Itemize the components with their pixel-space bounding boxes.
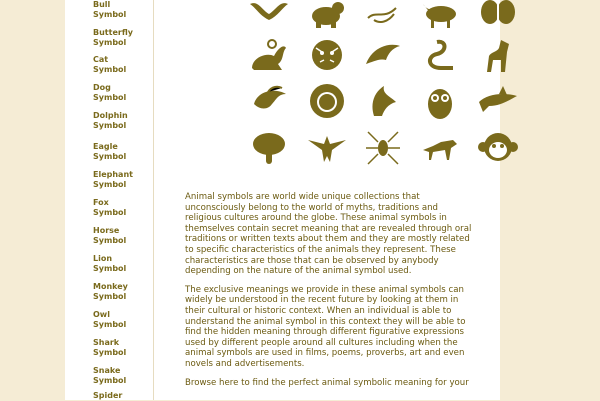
sidebar-item-sublabel: Symbol: [93, 93, 127, 102]
sidebar-item-cat[interactable]: [93, 55, 149, 75]
sidebar-item-label: Owl: [93, 310, 110, 319]
sidebar-item-sublabel: Symbol: [93, 292, 127, 301]
sidebar-item-label: Butterfly: [93, 28, 133, 37]
eagle-icon[interactable]: [306, 126, 348, 168]
shark-icon[interactable]: [477, 80, 519, 122]
bull-icon[interactable]: [419, 0, 461, 32]
intro-text: [185, 192, 475, 396]
sidebar-item-label: Horse: [93, 226, 120, 235]
spider-icon[interactable]: [362, 126, 404, 168]
main-content: [185, 0, 485, 400]
sidebar-item-label: Eagle: [93, 142, 118, 151]
horse-icon[interactable]: [248, 80, 290, 122]
animal-symbol-nav: [65, 0, 154, 400]
sidebar-item-label: Cat: [93, 55, 109, 64]
dog-icon[interactable]: [477, 34, 519, 76]
sidebar-item-shark[interactable]: [93, 338, 149, 358]
tiger-icon[interactable]: [306, 34, 348, 76]
sidebar-item-sublabel: Symbol: [93, 376, 127, 385]
sidebar-item-sublabel: Symbol: [93, 10, 127, 19]
sidebar-item-sublabel: Symbol: [93, 38, 127, 47]
bat-icon[interactable]: [248, 0, 290, 32]
sidebar-item-label: Monkey: [93, 282, 128, 291]
sidebar-item-bull[interactable]: [93, 0, 149, 20]
sidebar-item-elephant[interactable]: [93, 170, 149, 190]
sidebar-item-label: Dolphin: [93, 111, 128, 120]
sidebar-item-label: Bull: [93, 0, 111, 9]
cat-icon[interactable]: [248, 34, 290, 76]
wolf-icon[interactable]: [362, 80, 404, 122]
bear-icon[interactable]: [306, 0, 348, 32]
snake-icon[interactable]: [419, 34, 461, 76]
sidebar-item-label: Spider: [93, 391, 123, 400]
sidebar-item-butterfly[interactable]: [93, 28, 149, 48]
dove-icon[interactable]: [362, 0, 404, 32]
sidebar-item-sublabel: Symbol: [93, 264, 127, 273]
sidebar-item-sublabel: Symbol: [93, 152, 127, 161]
elephant-icon[interactable]: [248, 126, 290, 168]
sidebar-item-dolphin[interactable]: [93, 111, 149, 131]
sidebar-item-sublabel: Symbol: [93, 208, 127, 217]
intro-paragraph-1: Animal symbols are world wide unique collections that unconsciously belong to the world of myths, traditions and religious cultures around the globe. These animal symbols in themselves contain secret meaning that are revealed through oral traditions or written texts about them and they are mostly related to specific characteristics of the animals they represent. These characteristics are those that can be observed by anybody depending on the nature of the animal symbol used.: [185, 192, 472, 277]
sidebar-item-sublabel: Symbol: [93, 320, 127, 329]
sidebar-item-label: Fox: [93, 198, 109, 207]
sidebar-item-horse[interactable]: [93, 226, 149, 246]
owl-icon[interactable]: [419, 80, 461, 122]
sidebar-item-label: Lion: [93, 254, 113, 263]
sidebar-item-sublabel: Symbol: [93, 236, 127, 245]
intro-paragraph-2: The exclusive meanings we provide in these animal symbols can widely be understood in the recent future by looking at them in their cultural or historic context. When an individual is able to understand the animal symbol in this context they will be able to find the hidden meaning through different figurative expressions used by different people around all cultures including when the animal symbols are used in films, poems, proverbs, art and even novels and advertisements.: [185, 284, 466, 369]
butterfly-icon[interactable]: [477, 0, 519, 32]
sidebar-item-eagle[interactable]: [93, 142, 149, 162]
sidebar-item-label: Shark: [93, 338, 120, 347]
lion-icon[interactable]: [306, 80, 348, 122]
sidebar-item-label: Snake: [93, 366, 121, 375]
sidebar-item-dog[interactable]: [93, 83, 149, 103]
sidebar-item-label: Elephant: [93, 170, 133, 179]
sidebar-item-sublabel: Symbol: [93, 65, 127, 74]
sidebar-item-fox[interactable]: [93, 198, 149, 218]
fox-icon[interactable]: [419, 126, 461, 168]
sidebar-item-owl[interactable]: [93, 310, 149, 330]
sidebar-item-sublabel: Symbol: [93, 348, 127, 357]
sidebar-item-sublabel: Symbol: [93, 121, 127, 130]
sidebar-item-label: Dog: [93, 83, 111, 92]
intro-paragraph-3: Browse here to find the perfect animal symbolic meaning for your: [185, 377, 469, 388]
monkey-icon[interactable]: [477, 126, 519, 168]
page-container: [65, 0, 500, 400]
sidebar-item-sublabel: Symbol: [93, 180, 127, 189]
animal-symbols-grid: [185, 0, 485, 185]
dolphin-icon[interactable]: [362, 34, 404, 76]
sidebar-item-lion[interactable]: [93, 254, 149, 274]
sidebar-item-snake[interactable]: [93, 366, 149, 386]
sidebar-item-monkey[interactable]: [93, 282, 149, 302]
